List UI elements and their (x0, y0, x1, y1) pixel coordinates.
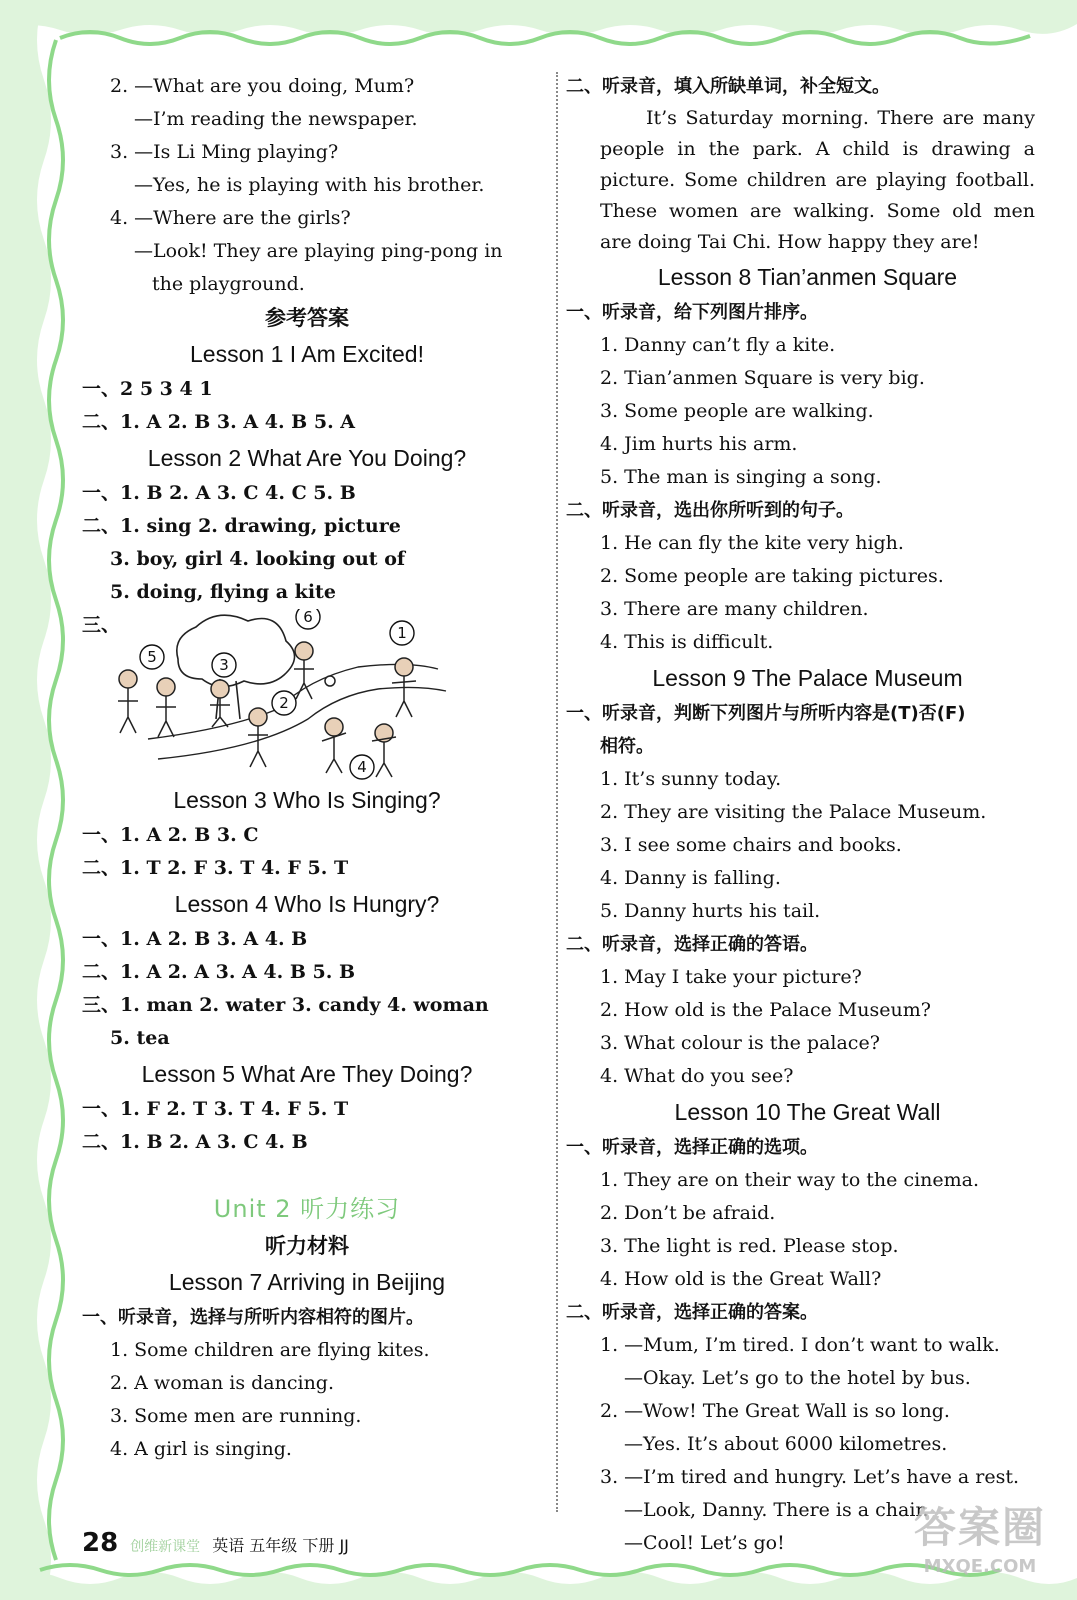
list-item: 3. The light is red. Please stop. (600, 1235, 899, 1257)
answer-line: 一、1. F 2. T 3. T 4. F 5. T (82, 1098, 349, 1120)
dialogue-line: —Cool! Let’s go! (624, 1532, 785, 1554)
dialogue-continuation (82, 70, 532, 301)
list-item: 4. What do you see? (600, 1065, 794, 1087)
column-divider (556, 72, 558, 1512)
left-column (82, 70, 532, 1466)
lesson2-title: Lesson 2 What Are You Doing? (147, 445, 467, 471)
unit2-title: Unit 2 听力练习 (213, 1195, 401, 1223)
list-item: 2. Tian’anmen Square is very big. (600, 367, 925, 389)
dialogue-line: 3. —I’m tired and hungry. Let’s have a rest. (600, 1466, 1020, 1488)
answer-line: 5. tea (110, 1027, 170, 1049)
lesson9-title: Lesson 9 The Palace Museum (652, 665, 963, 691)
list-item: 2. How old is the Palace Museum? (600, 999, 931, 1021)
list-item: 3. Some people are walking. (600, 400, 874, 422)
instruction: 一、听录音，判断下列图片与所听内容是(T)否(F) (566, 703, 966, 724)
dialogue-line: —Look! They are playing ping-pong in (134, 240, 503, 262)
instruction: 二、听录音，选择正确的答语。 (566, 934, 818, 955)
lesson4-title: Lesson 4 Who Is Hungry? (174, 891, 440, 917)
list-item: 4. This is difficult. (600, 631, 774, 653)
dialogue-line: the playground. (152, 273, 305, 295)
answer-line: 三、1. man 2. water 3. candy 4. woman (82, 994, 489, 1016)
list-item: 4. How old is the Great Wall? (600, 1268, 882, 1290)
list-item: 5. The man is singing a song. (600, 466, 882, 488)
top-wave-border (0, 0, 1077, 46)
lesson1-title: Lesson 1 I Am Excited! (190, 341, 424, 367)
list-item: 3. Some men are running. (110, 1405, 362, 1427)
list-item: 3. What colour is the palace? (600, 1032, 880, 1054)
list-item: 3. There are many children. (600, 598, 869, 620)
lesson5-title: Lesson 5 What Are They Doing? (141, 1061, 473, 1087)
figure-number: 4 (357, 758, 367, 776)
page-footer (82, 1528, 349, 1562)
instruction: 一、听录音，选择正确的选项。 (566, 1137, 818, 1158)
figure-number: 1 (397, 624, 407, 642)
list-item: 2. Some people are taking pictures. (600, 565, 944, 587)
lesson8-title: Lesson 8 Tian’anmen Square (657, 264, 958, 290)
fill-in-passage: It’s Saturday morning. There are many people in the park. A child is drawing a picture. Some children are playing football. These women are walking. Some old men are doing Tai Chi. How happy they are! (600, 107, 1035, 253)
figure-number: 2 (279, 694, 289, 712)
list-item: 2. They are visiting the Palace Museum. (600, 801, 987, 823)
material-title: 听力材料 (265, 1234, 349, 1258)
answer-line: 一、1. A 2. B 3. C (82, 824, 259, 846)
dialogue-line: 2. —What are you doing, Mum? (110, 75, 415, 97)
dialogue-line: 3. —Is Li Ming playing? (110, 141, 339, 163)
lesson7-title: Lesson 7 Arriving in Beijing (168, 1269, 446, 1295)
watermark-text: 答案圈 (913, 1503, 1046, 1552)
figure-number: 6 (303, 609, 313, 626)
book-meta: 英语 五年级 下册 JJ (212, 1536, 349, 1555)
list-item: 1. May I take your picture? (600, 966, 862, 988)
answer-line: 5. doing, flying a kite (110, 581, 336, 603)
answer-line: 一、1. B 2. A 3. C 4. C 5. B (82, 482, 356, 504)
part3-label: 三、 (82, 614, 121, 636)
figure-number: 3 (219, 656, 229, 674)
figure-number: 5 (147, 648, 157, 666)
watermark-domain: MXQE.COM (923, 1556, 1037, 1577)
list-item: 2. Don’t be afraid. (600, 1202, 776, 1224)
list-item: 4. A girl is singing. (110, 1438, 292, 1460)
list-item: 4. Jim hurts his arm. (600, 433, 798, 455)
list-item: 1. Some children are flying kites. (110, 1339, 430, 1361)
answer-line: 二、1. A 2. A 3. A 4. B 5. B (82, 961, 356, 983)
instruction: 二、听录音，填入所缺单词，补全短文。 (566, 76, 890, 97)
dialogue-line: 2. —Wow! The Great Wall is so long. (600, 1400, 950, 1422)
instruction: 二、听录音，选择正确的答案。 (566, 1302, 818, 1323)
answer-line: 二、1. A 2. B 3. A 4. B 5. A (82, 411, 356, 433)
dialogue-line: —Okay. Let’s go to the hotel by bus. (624, 1367, 971, 1389)
answer-line: 二、1. T 2. F 3. T 4. F 5. T (82, 857, 349, 879)
dialogue-line: —Yes, he is playing with his brother. (134, 174, 485, 196)
watermark-logo (905, 1500, 1055, 1596)
list-item: 1. It’s sunny today. (600, 768, 782, 790)
list-item: 3. I see some chairs and books. (600, 834, 902, 856)
dialogue-line: 4. —Where are the girls? (110, 207, 351, 229)
dialogue-line: 1. —Mum, I’m tired. I don’t want to walk. (600, 1334, 1000, 1356)
answer-line: 一、2 5 3 4 1 (82, 378, 213, 400)
answer-line: 3. boy, girl 4. looking out of (110, 548, 406, 570)
brand-name: 创维新课堂 (130, 1539, 201, 1555)
park-scene-drawing (108, 609, 448, 781)
right-column (566, 70, 1035, 1560)
dialogue-line: —Yes. It’s about 6000 kilometres. (624, 1433, 948, 1455)
instruction: 一、听录音，选择与所听内容相符的图片。 (82, 1307, 424, 1328)
list-item: 2. A woman is dancing. (110, 1372, 335, 1394)
dialogue-line: —Look, Danny. There is a chair. (624, 1499, 929, 1521)
instruction: 二、听录音，选出你所听到的句子。 (566, 500, 854, 521)
answer-line: 二、1. sing 2. drawing, picture (82, 515, 401, 537)
list-item: 1. They are on their way to the cinema. (600, 1169, 980, 1191)
lesson10-title: Lesson 10 The Great Wall (674, 1099, 941, 1125)
lesson3-title: Lesson 3 Who Is Singing? (173, 787, 441, 813)
list-item: 5. Danny hurts his tail. (600, 900, 821, 922)
instruction: 一、听录音，给下列图片排序。 (566, 302, 818, 323)
dialogue-line: —I’m reading the newspaper. (134, 108, 418, 130)
answers-title: 参考答案 (265, 306, 349, 330)
list-item: 4. Danny is falling. (600, 867, 781, 889)
page-number: 28 (82, 1528, 119, 1558)
instruction-continued: 相符。 (600, 736, 654, 757)
park-illustration (82, 609, 532, 781)
answer-line: 一、1. A 2. B 3. A 4. B (82, 928, 308, 950)
list-item: 1. Danny can’t fly a kite. (600, 334, 836, 356)
answer-line: 二、1. B 2. A 3. C 4. B (82, 1131, 308, 1153)
list-item: 1. He can fly the kite very high. (600, 532, 904, 554)
left-wave-border (0, 0, 72, 1600)
